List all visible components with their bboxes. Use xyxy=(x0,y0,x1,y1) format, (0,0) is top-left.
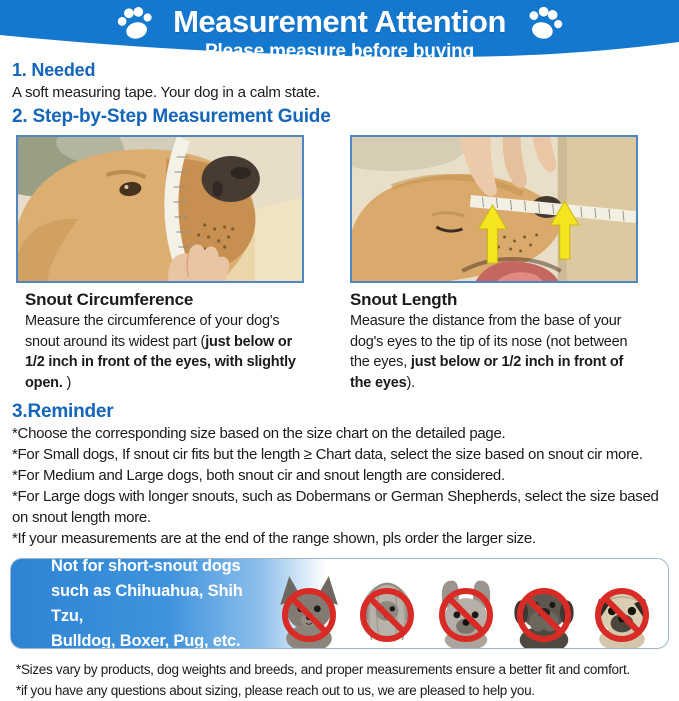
reminder-section xyxy=(0,401,679,549)
guide-heading: 2. Step-by-Step Measurement Guide xyxy=(12,106,331,127)
figure-snout-circumference xyxy=(16,135,304,393)
no-symbol-icon xyxy=(360,588,414,642)
shih-tzu-photo xyxy=(349,564,425,648)
measurement-figures xyxy=(0,135,679,393)
french-bulldog-photo xyxy=(428,564,504,648)
footer-notes xyxy=(16,660,679,701)
short-snout-warning-box xyxy=(10,558,669,649)
boxer-photo xyxy=(506,564,582,648)
dog-length-photo xyxy=(350,135,638,283)
needed-heading: 1. Needed xyxy=(12,60,96,80)
figure-snout-length xyxy=(350,135,638,393)
paw-icon xyxy=(520,1,568,48)
figure-description: Measure the distance from the base of your dog's eyes to the tip of its nose (not between the eyes, just below or 1/2 inch in front of the eyes). xyxy=(350,313,628,391)
footer-note: *if you have any questions about sizing, please reach out to us, we are pleased to help you. xyxy=(16,682,535,698)
no-symbol-icon xyxy=(282,588,336,642)
page-title: Measurement Attention xyxy=(173,4,506,39)
dog-circumference-photo xyxy=(16,135,304,283)
reminder-item: *For Small dogs, If snout cir fits but the length ≥ Chart data, select the size based on snout cir more. xyxy=(12,446,643,464)
reminder-item: *For Medium and Large dogs, both snout cir and snout length are considered. xyxy=(12,467,505,485)
paw-icon xyxy=(111,1,159,48)
reminder-item: *For Large dogs with longer snouts, such as Dobermans or German Shepherds, select the size based on snout length more. xyxy=(12,488,659,527)
reminder-item: *Choose the corresponding size based on the size chart on the detailed page. xyxy=(12,425,506,443)
reminder-heading: 3.Reminder xyxy=(12,401,114,423)
warning-text: Not for short-snout dogs such as Chihuahua, Shih Tzu, Bulldog, Boxer, Pug, etc. xyxy=(51,558,243,650)
excluded-breeds-row xyxy=(269,559,668,648)
figure-title: Snout Circumference xyxy=(25,290,194,309)
pug-photo xyxy=(584,564,660,648)
figure-description: Measure the circumference of your dog's snout around its widest part (just below or 1/2 inch in front of the eyes, with slightly open. ) xyxy=(25,313,296,391)
needed-text: A soft measuring tape. Your dog in a calm state. xyxy=(12,84,321,101)
no-symbol-icon xyxy=(517,588,571,642)
figure-title: Snout Length xyxy=(350,290,458,309)
page-subtitle: Please measure before buying xyxy=(205,41,474,62)
no-symbol-icon xyxy=(595,588,649,642)
reminder-item: *If your measurements are at the end of the range shown, pls order the larger size. xyxy=(12,530,536,548)
no-symbol-icon xyxy=(439,588,493,642)
header-banner xyxy=(0,0,679,62)
chihuahua-photo xyxy=(271,564,347,648)
footer-note: *Sizes vary by products, dog weights and breeds, and proper measurements ensure a better fit and comfort. xyxy=(16,662,630,678)
